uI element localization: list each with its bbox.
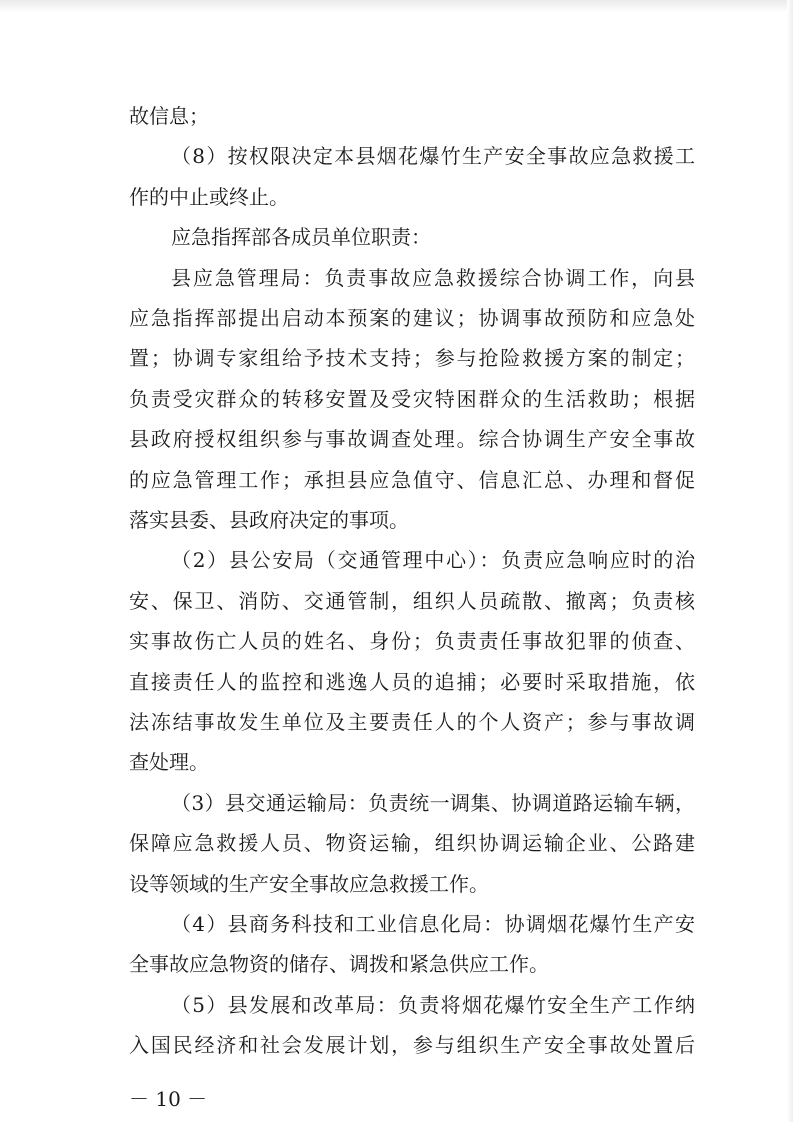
text-line: 负责受灾群众的转移安置及受灾特困群众的生活救助；根据 — [129, 386, 695, 411]
text-line: （2）县公安局（交通管理中心）：负责应急响应时的治 — [171, 548, 695, 573]
text-line: （5）县发展和改革局：负责将烟花爆竹安全生产工作纳 — [171, 992, 695, 1017]
text-line: （8）按权限决定本县烟花爆竹生产安全事故应急救援工 — [171, 144, 695, 169]
text-line: 入国民经济和社会发展计划，参与组织生产安全事故处置后 — [129, 1033, 695, 1058]
text-line: 故信息； — [129, 104, 209, 128]
text-line: 安、保卫、消防、交通管制，组织人员疏散、撤离；负责核 — [129, 588, 695, 613]
text-line: 实事故伤亡人员的姓名、身份；负责责任事故犯罪的侦查、 — [129, 629, 695, 654]
text-line: 县政府授权组织参与事故调查处理。综合协调生产安全事故 — [129, 427, 695, 452]
text-line: （3）县交通运输局：负责统一调集、协调道路运输车辆， — [171, 790, 695, 815]
text-line: 作的中止或终止。 — [129, 184, 289, 209]
text-line: 置；协调专家组给予技术支持；参与抢险救援方案的制定； — [129, 346, 695, 371]
text-line: 保障应急救援人员、物资运输，组织协调运输企业、公路建 — [129, 831, 695, 856]
page-number: － 10 － — [129, 1087, 208, 1111]
text-line: 应急指挥部提出启动本预案的建议；协调事故预防和应急处 — [129, 306, 695, 330]
text-line: 的应急管理工作；承担县应急值守、信息汇总、办理和督促 — [129, 467, 695, 492]
text-line: 设等领域的生产安全事故应急救援工作。 — [129, 871, 489, 896]
text-line: 落实县委、县政府决定的事项。 — [129, 508, 409, 532]
text-line: 县应急管理局：负责事故应急救援综合协调工作，向县 — [171, 265, 695, 290]
text-line: 直接责任人的监控和逃逸人员的追捕；必要时采取措施，依 — [129, 669, 695, 694]
text-line: 法冻结事故发生单位及主要责任人的个人资产；参与事故调 — [129, 710, 695, 734]
text-line: （4）县商务科技和工业信息化局：协调烟花爆竹生产安 — [171, 912, 695, 936]
text-line: 应急指挥部各成员单位职责： — [171, 225, 431, 250]
text-line: 全事故应急物资的储存、调拨和紧急供应工作。 — [129, 952, 549, 977]
text-line: 查处理。 — [129, 750, 209, 775]
